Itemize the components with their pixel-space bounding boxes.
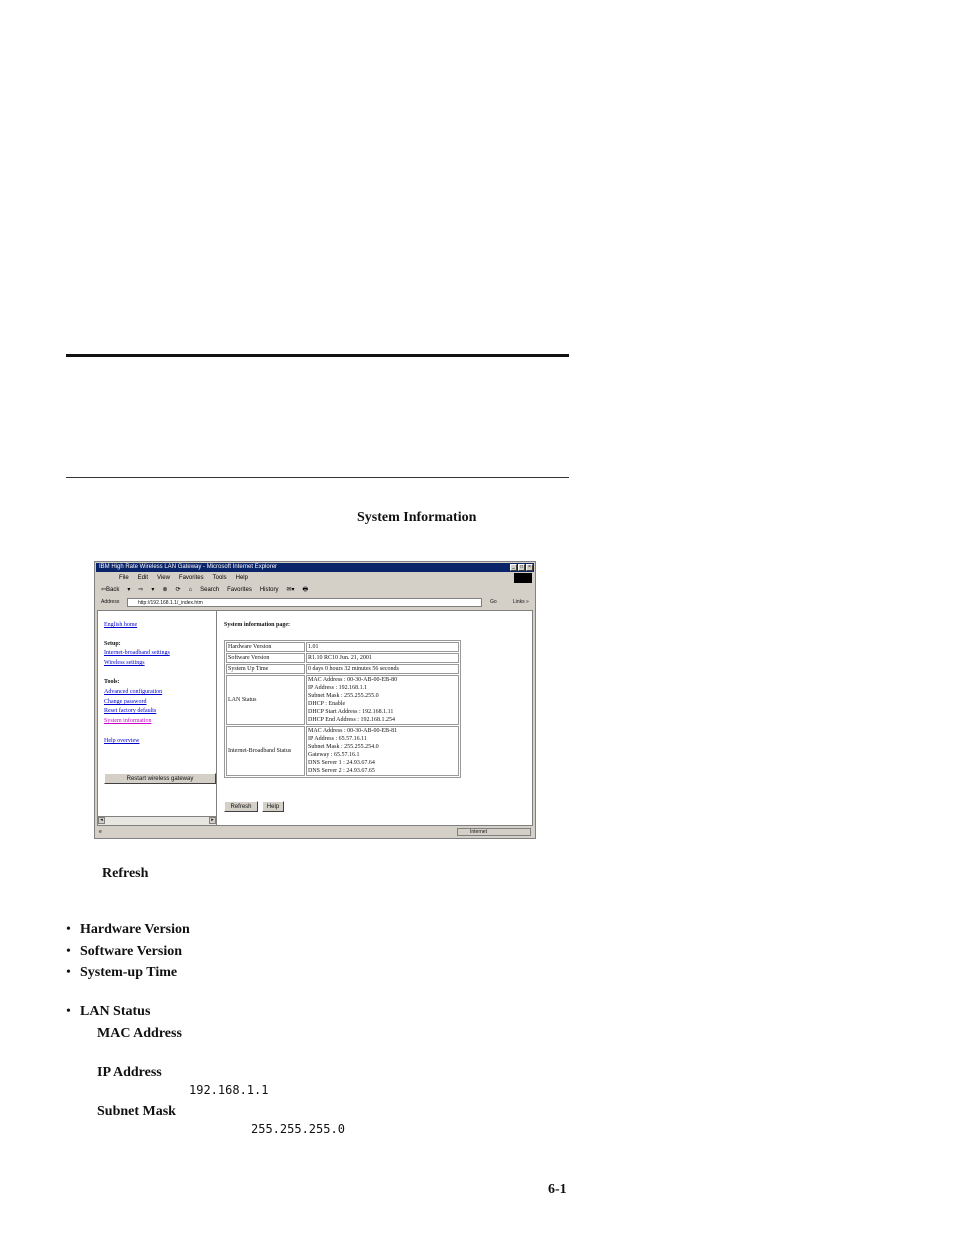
value-line: DHCP : Enable	[308, 701, 346, 707]
main-frame	[217, 611, 532, 825]
value-line: Gateway : 65.57.16.1	[308, 752, 360, 758]
row-key: Internet-Broadband Status	[226, 726, 305, 776]
scroll-right-icon[interactable]: ▸	[209, 817, 216, 824]
browser-window-screenshot	[94, 561, 536, 839]
value-line: DNS Server 2 : 24.93.67.65	[308, 768, 375, 774]
menu-help[interactable]: Help	[235, 575, 248, 581]
bullet-label: Software Version	[80, 944, 183, 959]
left-frame-scrollbar[interactable]	[98, 816, 216, 825]
list-item: • Software Version	[66, 944, 183, 959]
address-bar	[97, 598, 533, 608]
page-icon: e	[99, 829, 102, 835]
nav-change-password[interactable]: Change password	[104, 699, 147, 705]
nav-system-information[interactable]: System information	[104, 718, 152, 724]
help-button[interactable]: Help	[262, 801, 284, 812]
table-row	[226, 675, 459, 725]
nav-help-overview[interactable]: Help overview	[104, 738, 140, 744]
refresh-icon[interactable]: ⟳	[175, 587, 181, 593]
browser-content	[97, 610, 533, 826]
system-info-table	[224, 640, 461, 778]
close-icon[interactable]: ×	[526, 564, 533, 571]
browser-menu-bar	[97, 573, 248, 583]
print-icon[interactable]: 🖶	[302, 587, 309, 593]
row-key: LAN Status	[226, 675, 305, 725]
nav-tools-header: Tools:	[104, 679, 120, 685]
row-key: Software Version	[226, 653, 305, 663]
row-value	[306, 664, 459, 674]
nav-advanced-configuration[interactable]: Advanced configuration	[104, 689, 163, 695]
value-line: DHCP Start Address : 192.168.1.11	[308, 709, 394, 715]
table-row	[226, 642, 459, 652]
bullet-label: System-up Time	[80, 965, 178, 980]
value-line: Subnet Mask : 255.255.255.0	[308, 693, 379, 699]
row-value	[306, 653, 459, 663]
browser-status-bar	[97, 827, 533, 837]
ip-address-value: 192.168.1.1	[189, 1083, 269, 1097]
subnet-mask-value: 255.255.255.0	[251, 1122, 345, 1136]
go-button[interactable]: Go	[490, 599, 497, 605]
search-button[interactable]: Search	[200, 587, 220, 593]
favorites-button[interactable]: Favorites	[227, 587, 252, 593]
value-line: 1.01	[308, 644, 319, 650]
value-line: DHCP End Address : 192.168.1.254	[308, 717, 395, 723]
value-line: 0 days 0 hours 32 minutes 56 seconds	[308, 666, 399, 672]
value-line: IP Address : 65.57.16.11	[308, 736, 367, 742]
bullet-label: Hardware Version	[80, 922, 190, 937]
browser-title-bar	[96, 563, 534, 572]
security-zone: Internet	[457, 828, 531, 836]
value-line: DNS Server 1 : 24.93.67.64	[308, 760, 375, 766]
subnet-mask-label: Subnet Mask	[97, 1104, 176, 1119]
row-value	[306, 675, 459, 725]
forward-button[interactable]: ⇨	[138, 587, 144, 593]
menu-file[interactable]: File	[119, 575, 129, 581]
table-row	[226, 653, 459, 663]
nav-setup-header: Setup:	[104, 641, 121, 647]
back-button[interactable]: ⇦Back	[101, 587, 120, 593]
links-button[interactable]: Links »	[513, 599, 529, 605]
back-dropdown-icon[interactable]: ▾	[127, 587, 131, 593]
list-item: • System-up Time	[66, 965, 178, 980]
mail-icon[interactable]: ✉▾	[286, 587, 295, 593]
scroll-left-icon[interactable]: ◂	[98, 817, 105, 824]
forward-dropdown-icon[interactable]: ▾	[151, 587, 155, 593]
left-nav-frame	[98, 611, 217, 825]
refresh-description-label: Refresh	[102, 866, 149, 881]
row-value	[306, 726, 459, 776]
list-item: • LAN Status	[66, 1004, 151, 1019]
value-line: MAC Address : 00-30-AB-00-EB-80	[308, 677, 398, 683]
table-row	[226, 726, 459, 776]
windows-logo-icon	[514, 573, 532, 583]
ip-address-label: IP Address	[97, 1065, 162, 1080]
menu-view[interactable]: View	[157, 575, 170, 581]
minimize-icon[interactable]: _	[510, 564, 517, 571]
stop-icon[interactable]: ⊗	[162, 587, 168, 593]
nav-wireless-settings[interactable]: Wireless settings	[104, 660, 145, 666]
mac-address-label: MAC Address	[97, 1026, 182, 1041]
restart-gateway-button[interactable]: Restart wireless gateway	[104, 773, 216, 784]
refresh-button[interactable]: Refresh	[224, 801, 258, 812]
menu-tools[interactable]: Tools	[212, 575, 227, 581]
browser-toolbar	[97, 585, 308, 596]
value-line: R1.10 RC10 Jun. 21, 2001	[308, 655, 372, 661]
row-key: Hardware Version	[226, 642, 305, 652]
address-input[interactable]: http://192.168.1.1/_index.htm	[127, 598, 482, 607]
row-key: System Up Time	[226, 664, 305, 674]
history-button[interactable]: History	[259, 587, 279, 593]
bullet-label: LAN Status	[80, 1004, 151, 1019]
system-info-heading: System information page:	[224, 622, 290, 628]
figure-caption-title: System Information	[357, 510, 477, 525]
value-line: MAC Address : 00-30-AB-00-EB-81	[308, 728, 398, 734]
address-label: Address	[101, 599, 120, 605]
value-line: Subnet Mask : 255.255.254.0	[308, 744, 379, 750]
table-row	[226, 664, 459, 674]
browser-title: IBM High Rate Wireless LAN Gateway - Microsoft Internet Explorer	[99, 564, 278, 570]
nav-internet-broadband[interactable]: Internet-broadband settings	[104, 650, 170, 656]
section-rule-thick	[66, 354, 569, 357]
maximize-icon[interactable]: □	[519, 564, 524, 570]
list-item: • Hardware Version	[66, 922, 190, 937]
value-line: IP Address : 192.168.1.1	[308, 685, 368, 691]
home-icon[interactable]: ⌂	[188, 587, 193, 593]
nav-english-home[interactable]: English home	[104, 622, 138, 628]
menu-edit[interactable]: Edit	[137, 575, 149, 581]
section-rule-thin	[66, 477, 569, 478]
row-value	[306, 642, 459, 652]
menu-favorites[interactable]: Favorites	[178, 575, 204, 581]
nav-reset-factory-defaults[interactable]: Reset factory defaults	[104, 708, 157, 714]
page-number: 6-1	[548, 1182, 567, 1197]
